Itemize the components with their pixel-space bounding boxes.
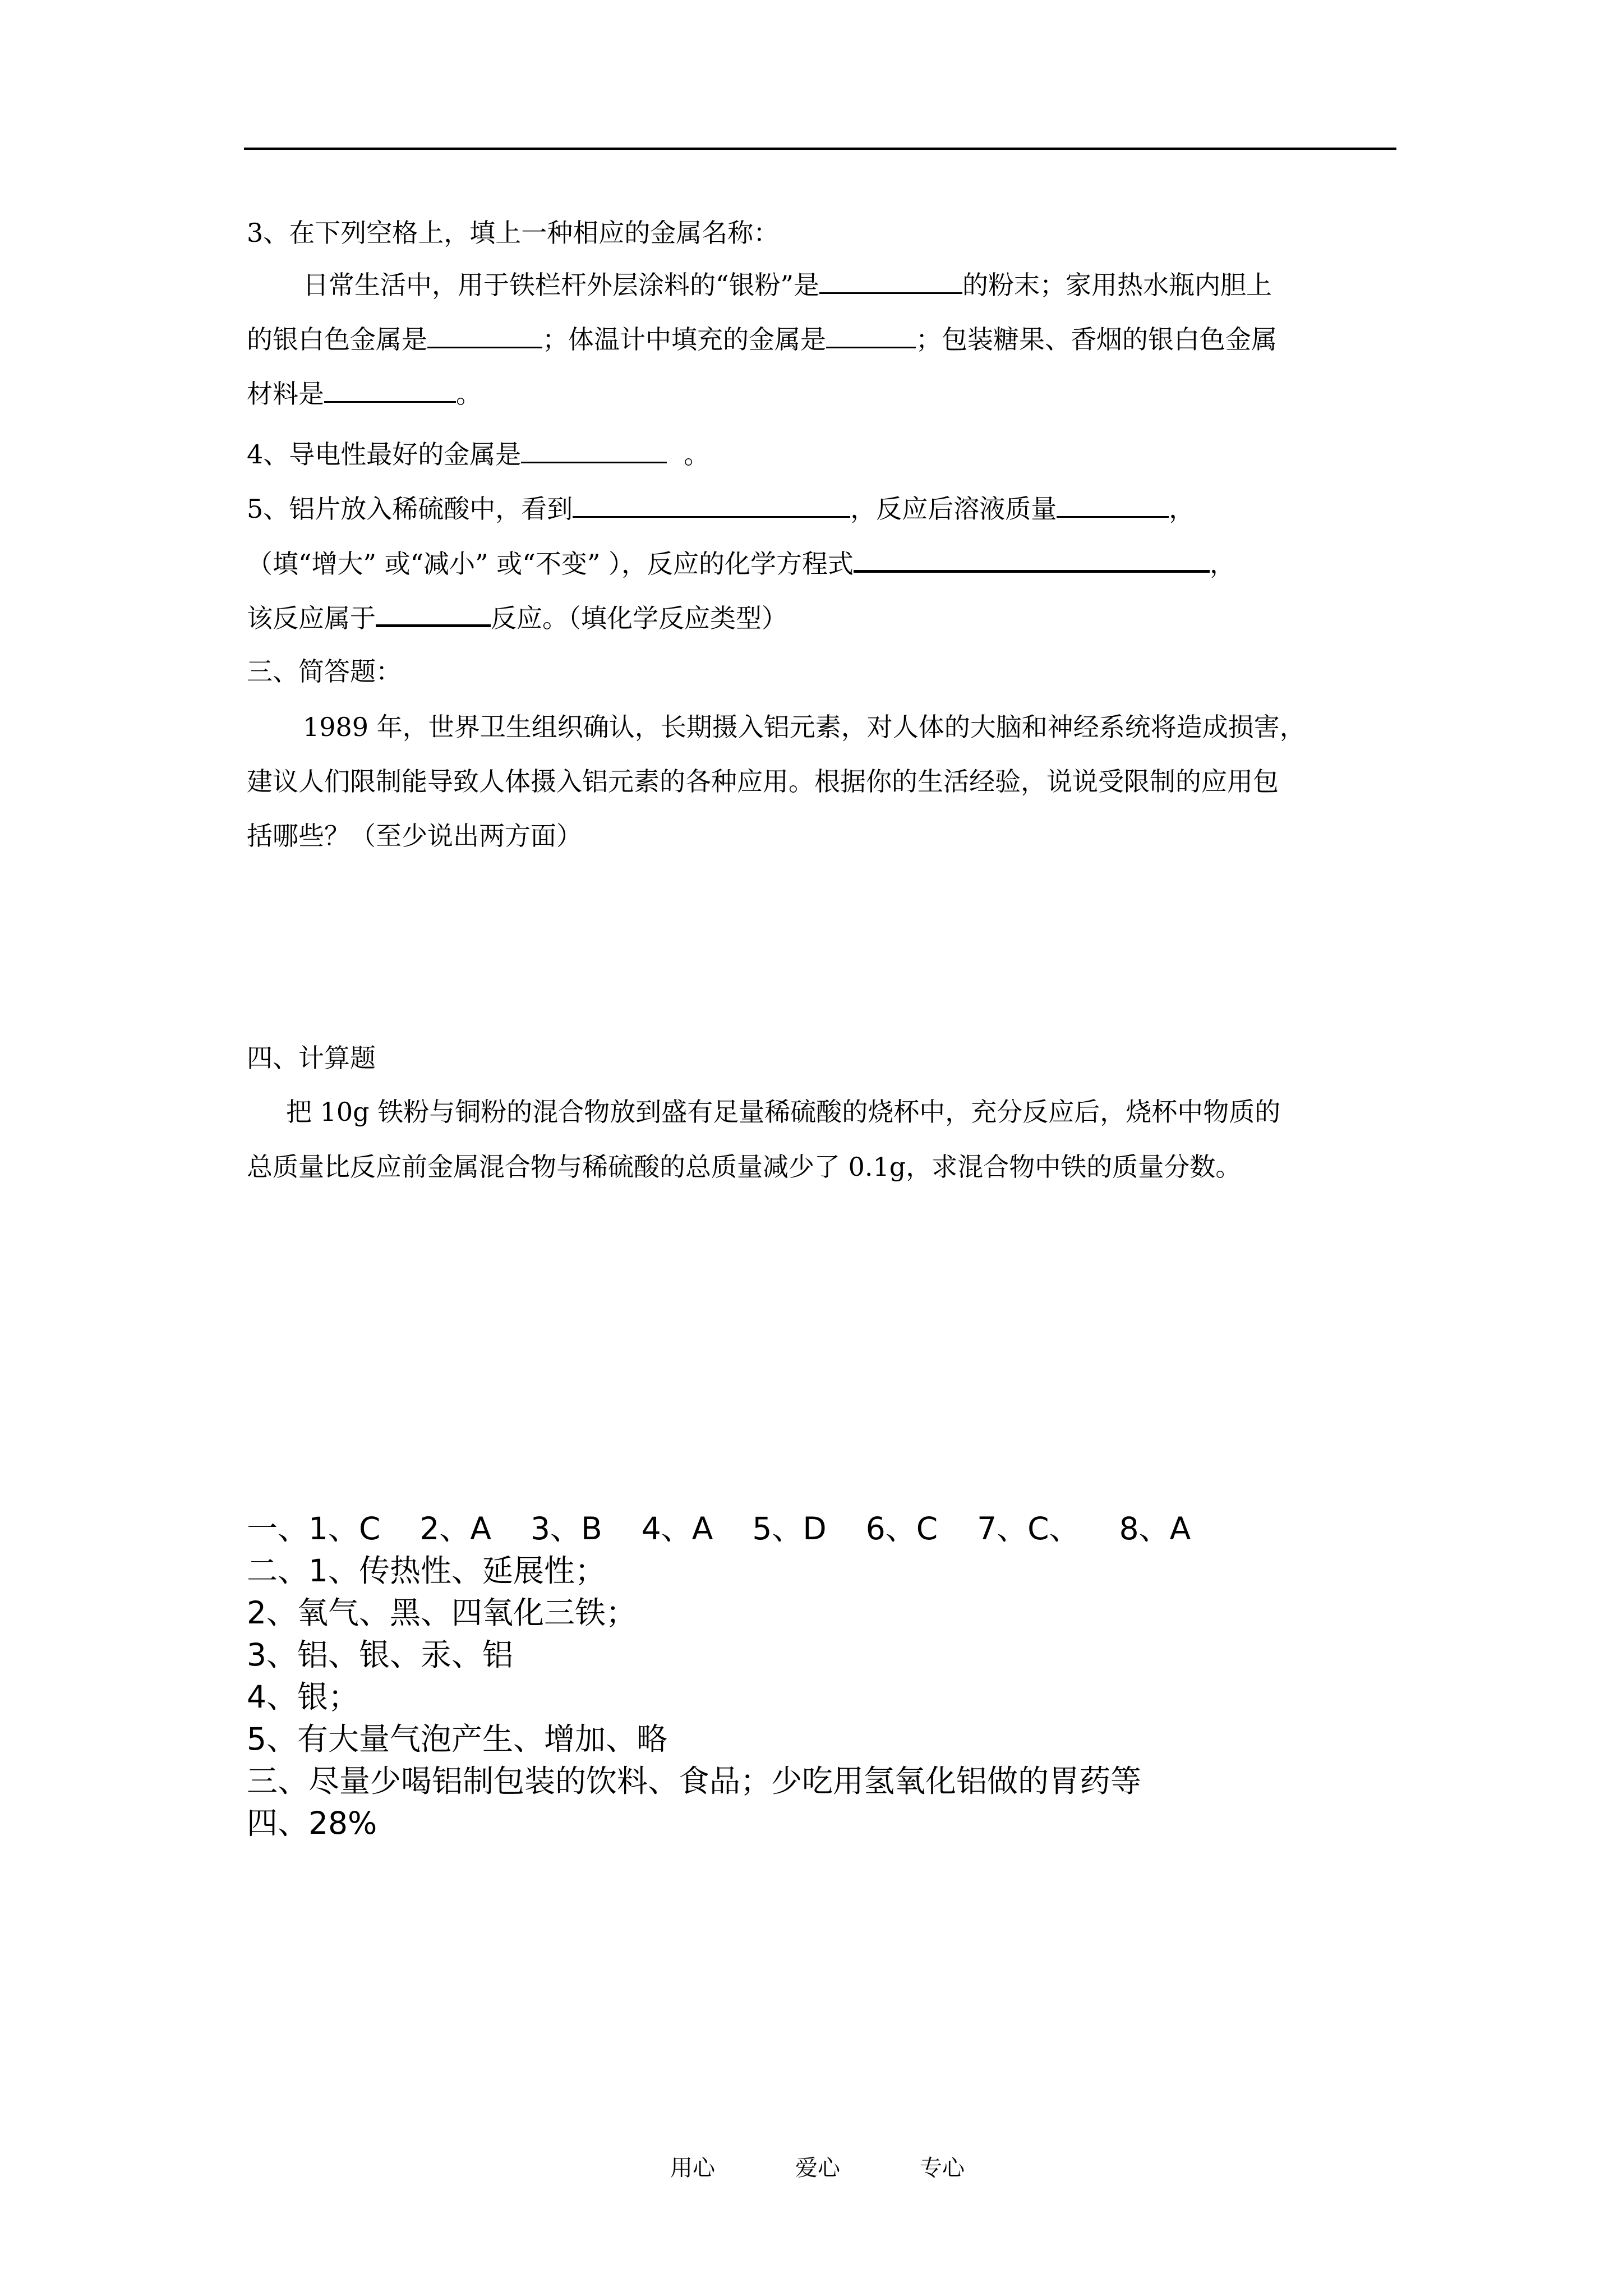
q3-blank-silver-powder[interactable] [819, 270, 962, 294]
q4-text-b: 。 [684, 439, 710, 470]
answers-part3: 三、尽量少喝铝制包装的饮料、食品；少吃用氢氧化铝做的胃药等 [247, 1763, 1142, 1799]
q3-line-2-text-a: 的银白色金属是 [247, 324, 427, 355]
q3-title: 3、在下列空格上，填上一种相应的金属名称： [247, 218, 780, 248]
q5-line-3-text-a: 该反应属于 [247, 603, 376, 633]
footer-item-1: 用心 [670, 2155, 715, 2181]
answer-item: 1、C [308, 1511, 381, 1547]
q3-line-1 [303, 268, 1272, 302]
q5-line-3-text-b: 反应。（填化学反应类型） [491, 603, 787, 633]
q3-blank-thermometer[interactable] [826, 324, 916, 348]
q5-blank-equation[interactable] [854, 547, 1210, 573]
q4-blank-conductivity[interactable] [521, 439, 667, 463]
answers-part2-line-3: 3、铝、银、汞、铝 [247, 1637, 513, 1673]
q3-line-1-text-a: 日常生活中，用于铁栏杆外层涂料的“银粉”是 [303, 270, 820, 300]
section4-heading: 四、计算题 [247, 1043, 376, 1073]
q3-line-3-text-b: 。 [456, 379, 482, 409]
q3-line-3-text-a: 材料是 [247, 379, 324, 409]
section3-para-line-1: 1989 年，世界卫生组织确认，长期摄入铝元素，对人体的大脑和神经系统将造成损害， [303, 712, 1306, 742]
q5-line-1-text-c: ， [1169, 494, 1195, 524]
q3-blank-foil[interactable] [324, 379, 456, 403]
q3-line-2 [247, 323, 1277, 356]
answers-part1-prefix: 一、 [247, 1511, 309, 1547]
q5-line-2-text-a: （填“增大” 或“减小” 或“不变” ），反应的化学方程式 [247, 549, 854, 579]
answer-item: 8、A [1119, 1511, 1191, 1547]
answer-item: 3、B [531, 1511, 602, 1547]
section4-para-line-2: 总质量比反应前金属混合物与稀硫酸的总质量减少了 0.1g，求混合物中铁的质量分数。 [247, 1152, 1242, 1182]
q5-line-1-text-a: 5、铝片放入稀硫酸中，看到 [247, 494, 573, 524]
section3-para-line-2: 建议人们限制能导致人体摄入铝元素的各种应用。根据你的生活经验，说说受限制的应用包 [247, 766, 1279, 797]
q3-line-3 [247, 377, 482, 411]
section3-para-line-3: 括哪些？（至少说出两方面） [247, 821, 582, 851]
q4-line [247, 438, 709, 471]
q5-line-3 [247, 601, 787, 635]
answer-item: 6、C [865, 1511, 938, 1547]
q3-line-1-text-b: 的粉末；家用热水瓶内胆上 [962, 270, 1272, 300]
answer-item: 7、C、 [977, 1511, 1080, 1547]
footer-item-3: 专心 [920, 2155, 965, 2181]
q5-line-1 [247, 492, 1195, 526]
section4-para-line-1: 把 10g 铁粉与铜粉的混合物放到盛有足量稀硫酸的烧杯中，充分反应后，烧杯中物质的 [286, 1097, 1281, 1127]
answers-part2-line-1: 二、1、传热性、延展性； [247, 1553, 606, 1589]
q5-line-1-text-b: ，反应后溶液质量 [850, 494, 1057, 524]
answers-part4: 四、28% [247, 1805, 377, 1841]
answer-item: 4、A [641, 1511, 713, 1547]
answers-part2-line-2: 2、氧气、黑、四氧化三铁； [247, 1595, 637, 1631]
q4-text-a: 4、导电性最好的金属是 [247, 439, 522, 470]
q5-line-2 [247, 547, 1235, 581]
q5-blank-mass-change[interactable] [1057, 494, 1169, 518]
footer-item-2: 爱心 [795, 2155, 840, 2181]
q5-blank-reaction-type[interactable] [376, 602, 491, 627]
answer-item: 2、A [419, 1511, 492, 1547]
q3-blank-thermos[interactable] [427, 324, 542, 348]
header-rule [244, 148, 1396, 150]
answers-part1 [247, 1509, 1230, 1548]
answer-item: 5、D [752, 1511, 827, 1547]
q3-line-2-text-c: ；包装糖果、香烟的银白色金属 [916, 324, 1277, 355]
q5-line-2-text-b: ， [1209, 549, 1235, 579]
answers-part2-line-5: 5、有大量气泡产生、增加、略 [247, 1721, 667, 1757]
q5-blank-observation[interactable] [573, 494, 850, 518]
section3-heading: 三、简答题： [247, 656, 402, 687]
q3-line-2-text-b: ；体温计中填充的金属是 [542, 324, 826, 355]
answers-part2-line-4: 4、银； [247, 1679, 359, 1715]
